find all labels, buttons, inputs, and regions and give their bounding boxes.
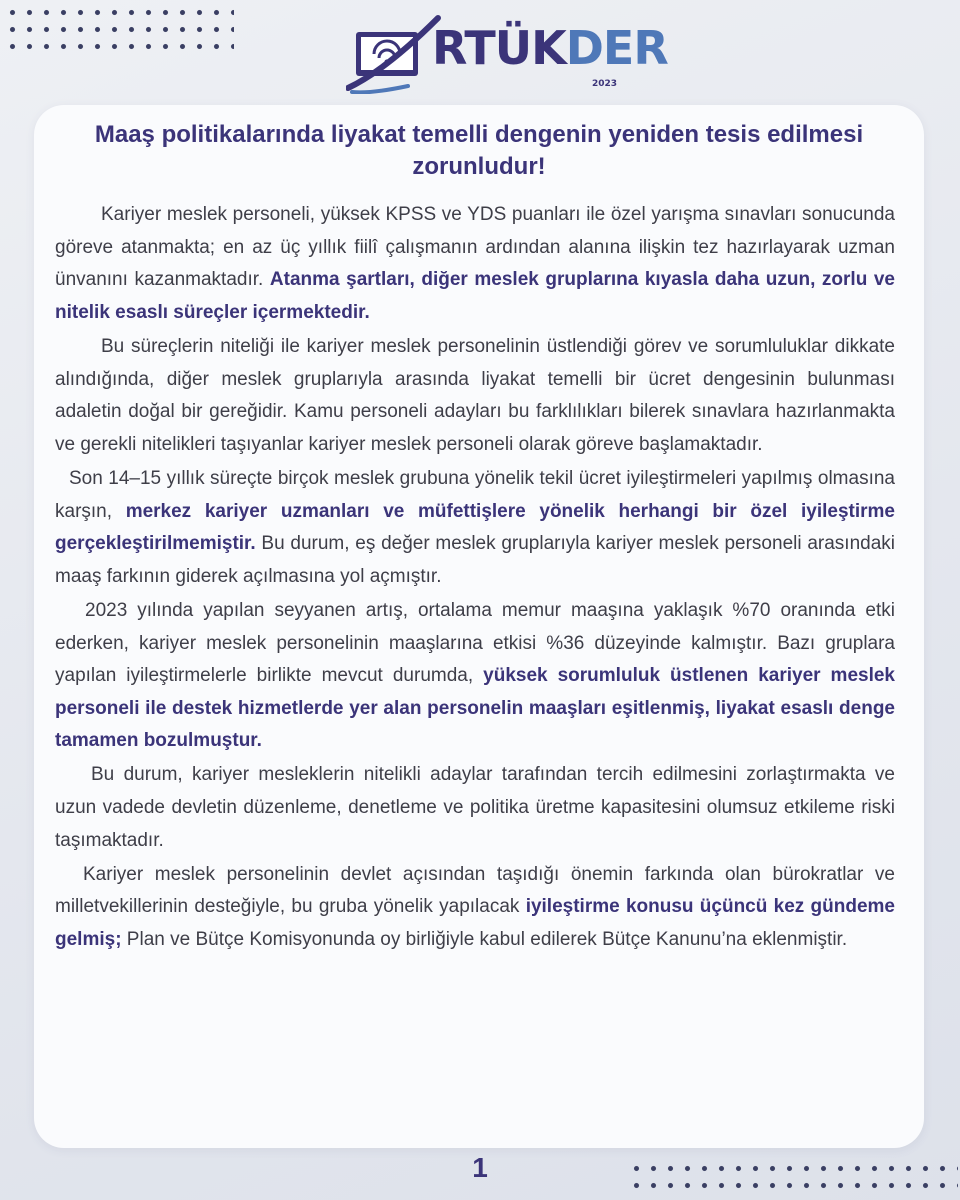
paragraph-text: Son 14–15 yıllık süreçte birçok meslek grubuna yönelik tekil ücret iyileştirmeleri yapılmış olmasına karşın, bbox=[55, 467, 895, 522]
page-title: Maaş politikalarında liyakat temelli dengenin yeniden tesis edilmesi zorunludur! bbox=[94, 121, 864, 180]
paragraph-text: Kariyer meslek personelinin devlet açısından taşıdığı önemin farkında olan bürokratlar ve milletvekillerinin desteğiyle, bu gruba yönelik yapılacak bbox=[55, 863, 895, 918]
paragraph-text: Kariyer meslek personeli, yüksek KPSS ve YDS puanları ile özel yarışma sınavları sonucunda göreve atanmakta; en az üç yıllık fiilî çalışmanın ardından alanına ilişkin tez hazırlayarak uzman ünvanını kazanmaktadır. bbox=[55, 204, 895, 291]
paragraph-6 bbox=[55, 859, 895, 957]
paragraph-text: Plan ve Bütçe Komisyonunda oy birliğiyle kabul edilerek Bütçe Kanunu’na eklenmiştir. bbox=[121, 929, 848, 951]
decorative-dots-bottom-right bbox=[628, 1160, 958, 1198]
emphasized-text: yüksek sorumluluk üstlenen kariyer meslek personeli ile destek hizmetlerde yer alan personelin maaşları eşitlenmiş, liyakat esaslı denge tamamen bozulmuştur. bbox=[55, 665, 895, 752]
paragraph-text: Bu durum, kariyer mesleklerin nitelikli adaylar tarafından tercih edilmesini zorlaştırmakta ve uzun vadede devletin düzenleme, denetleme ve politika üretme kapasitesini olumsuz etkileme riski taşımaktadır. bbox=[55, 764, 895, 851]
article-body bbox=[55, 199, 895, 958]
logo-wordmark-part1: RTÜK bbox=[432, 21, 566, 75]
content-card bbox=[34, 105, 924, 1148]
emphasized-text: merkez kariyer uzmanları ve müfettişlere yönelik herhangi bir özel iyileştirme gerçekleştirilmemiştir. bbox=[55, 500, 895, 555]
paragraph-5 bbox=[55, 759, 895, 857]
logo-wordmark-part2: DER bbox=[565, 21, 668, 75]
decorative-dots-top-left bbox=[4, 4, 234, 60]
emphasized-text: iyileştirme konusu üçüncü kez gündeme gelmiş; bbox=[55, 896, 895, 951]
logo-wordmark bbox=[432, 22, 668, 74]
monitor-wifi-icon bbox=[346, 12, 442, 94]
paragraph-3 bbox=[55, 463, 895, 593]
emphasized-text: Atanma şartları, diğer meslek gruplarına kıyasla daha uzun, zorlu ve nitelik esaslı süreçler içermektedir. bbox=[55, 269, 896, 323]
paragraph-text: Bu süreçlerin niteliği ile kariyer meslek personelinin üstlendiği görev ve sorumluluklar dikkate alındığında, diğer meslek gruplarıyla arasında liyakat temelli bir ücret dengesinin bulunması adaletin doğal bir gereğidir. Kamu personeli adayları bu farklılıkları bilerek sınavlara hazırlanmakta ve gerekli nitelikleri taşıyanlar kariyer meslek personeli olarak göreve başlamaktadır. bbox=[55, 335, 895, 455]
paragraph-text: 2023 yılında yapılan seyyanen artış, ortalama memur maaşına yaklaşık %70 oranında etki ederken, kariyer meslek personelinin maaşlarına etkisi %36 düzeyinde kalmıştır. Bazı gruplara yapılan iyileştirmelerle birlikte mevcut durumda, bbox=[55, 599, 895, 687]
paragraph-text: Bu durum, eş değer meslek gruplarıyla kariyer meslek personeli arasındaki maaş farkının giderek açılmasına yol açmıştır. bbox=[55, 533, 895, 587]
logo-year: 2023 bbox=[592, 79, 618, 89]
rtukder-logo bbox=[346, 12, 668, 94]
page-number: 1 bbox=[472, 1152, 488, 1183]
paragraph-4 bbox=[55, 595, 895, 758]
paragraph-2 bbox=[55, 331, 895, 461]
paragraph-1 bbox=[55, 199, 895, 329]
